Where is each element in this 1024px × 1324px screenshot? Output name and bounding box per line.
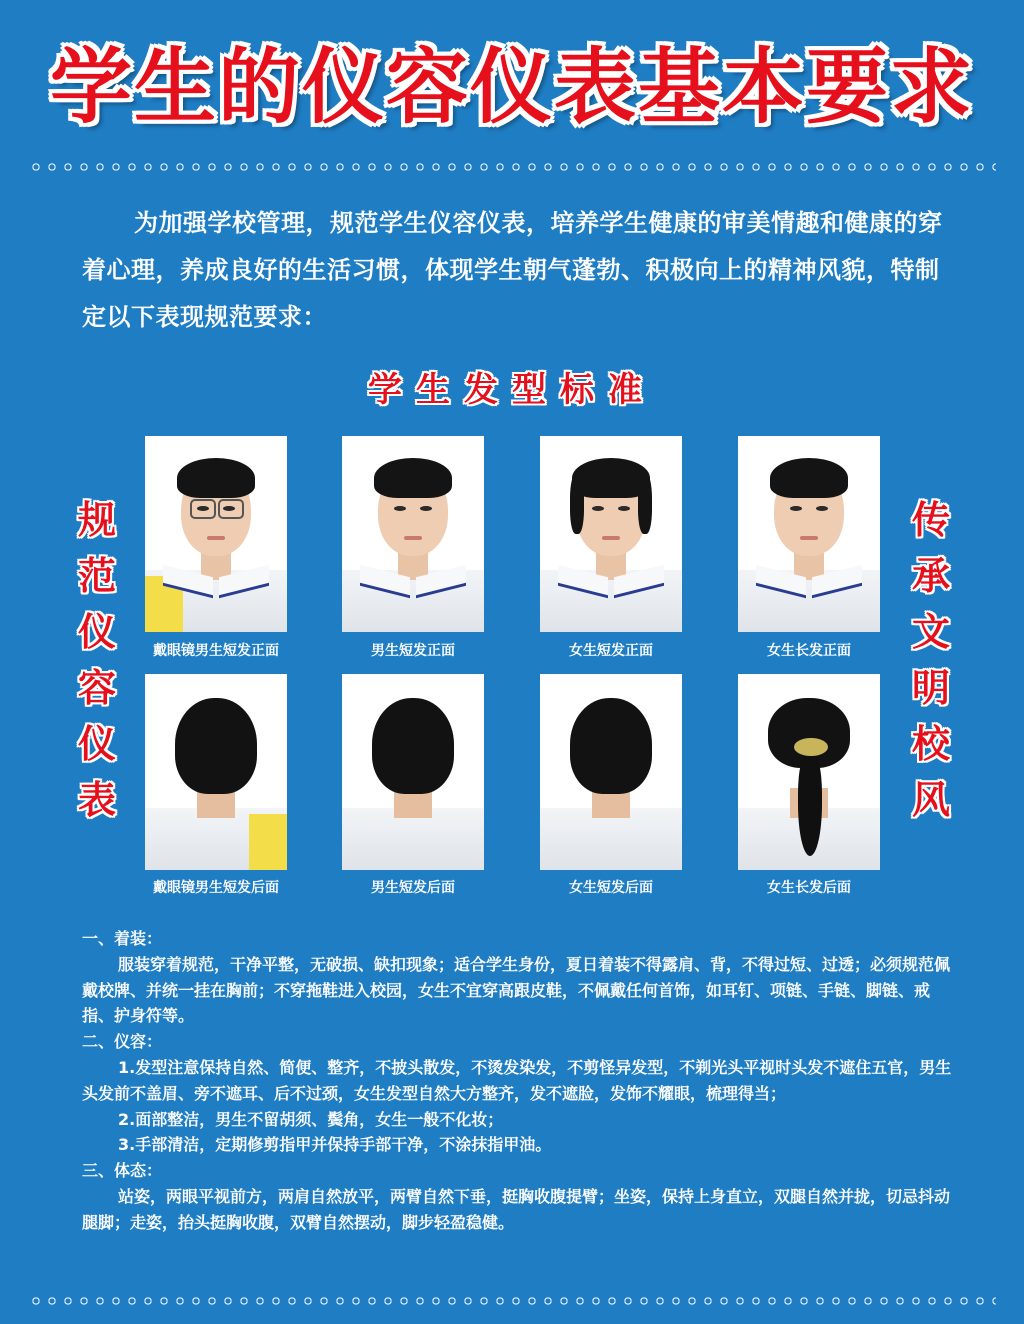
rule-paragraph: 站姿，两眼平视前方，两肩自然放平，两臂自然下垂，挺胸收腹提臂；坐姿，保持上身直立，双腿自然并拢，切忌抖动腿脚；走姿，抬头挺胸收腹，双臂自然摆动，脚步轻盈稳健。 (82, 1186, 951, 1232)
intro-paragraph: 为加强学校管理，规范学生仪容仪表，培养学生健康的审美情趣和健康的穿着心理，养成良好的生活习惯，体现学生朝气蓬勃、积极向上的精神风貌，特制定以下表现规范要求： (82, 209, 943, 331)
slogan-char: 范 (77, 553, 116, 598)
hairstyle-subtitle: 学生发型标准 (368, 370, 656, 410)
bottom-divider (28, 1294, 996, 1308)
rule-heading-posture: 三、体态： (82, 1161, 163, 1181)
slogan-char: 表 (77, 777, 116, 822)
rule-paragraph: 服装穿着规范，干净平整，无破损、缺扣现象；适合学生身份，夏日着装不得露肩、背，不得过短、过透；必须规范佩戴校牌、并统一挂在胸前；不穿拖鞋进入校园，女生不宜穿高跟皮鞋，不佩戴任何首饰，如耳钉、项链、手链、脚链、戒指、护身符等。 (82, 954, 951, 1026)
photo-girl-long-front (738, 436, 880, 632)
rule-heading-appearance: 二、仪容： (82, 1032, 163, 1052)
slogan-char: 仪 (77, 721, 116, 766)
slogan-left (72, 492, 122, 828)
slogan-char: 文 (911, 609, 950, 654)
photo-boy-glasses-front (145, 436, 287, 632)
photo-caption: 男生短发后面 (371, 880, 455, 896)
photo-caption: 戴眼镜男生短发正面 (153, 643, 279, 659)
photo-caption: 女生短发正面 (569, 643, 653, 659)
photo-caption: 男生短发正面 (371, 643, 455, 659)
rule-paragraph: 1.发型注意保持自然、简便、整齐，不披头散发，不烫发染发，不剪怪异发型，不剃光头平视时头发不遮住五官，男生头发前不盖眉、旁不遮耳、后不过颈，女生发型自然大方整齐，发不遮脸，发饰不耀眼，梳理得当； (82, 1057, 952, 1103)
rule-paragraph: 3.手部清洁，定期修剪指甲并保持手部干净，不涂抹指甲油。 (118, 1135, 552, 1155)
slogan-char: 承 (911, 553, 950, 598)
rule-heading-attire: 一、着装： (82, 929, 163, 948)
top-divider (28, 160, 996, 174)
slogan-char: 风 (911, 777, 950, 822)
slogan-char: 仪 (77, 609, 116, 654)
rule-paragraph: 2.面部整洁，男生不留胡须、鬓角，女生一般不化妆； (118, 1109, 504, 1129)
photo-boy-glasses-back (145, 674, 287, 870)
slogan-char: 明 (911, 665, 950, 710)
poster-title: 学生的仪容仪表基本要求 (49, 40, 974, 135)
photo-caption: 女生长发后面 (767, 880, 851, 896)
photo-girl-short-front (540, 436, 682, 632)
photo-boy-back (342, 674, 484, 870)
photo-caption: 戴眼镜男生短发后面 (153, 880, 279, 896)
photo-boy-front (342, 436, 484, 632)
slogan-char: 传 (911, 497, 950, 542)
slogan-right (906, 492, 956, 828)
photo-girl-long-back (738, 674, 880, 870)
photo-caption: 女生长发正面 (767, 643, 851, 659)
slogan-char: 校 (911, 721, 950, 766)
rules-section (82, 926, 952, 1236)
photo-girl-short-back (540, 674, 682, 870)
slogan-char: 规 (77, 497, 116, 542)
photo-caption: 女生短发后面 (569, 880, 653, 896)
slogan-char: 容 (77, 665, 116, 710)
